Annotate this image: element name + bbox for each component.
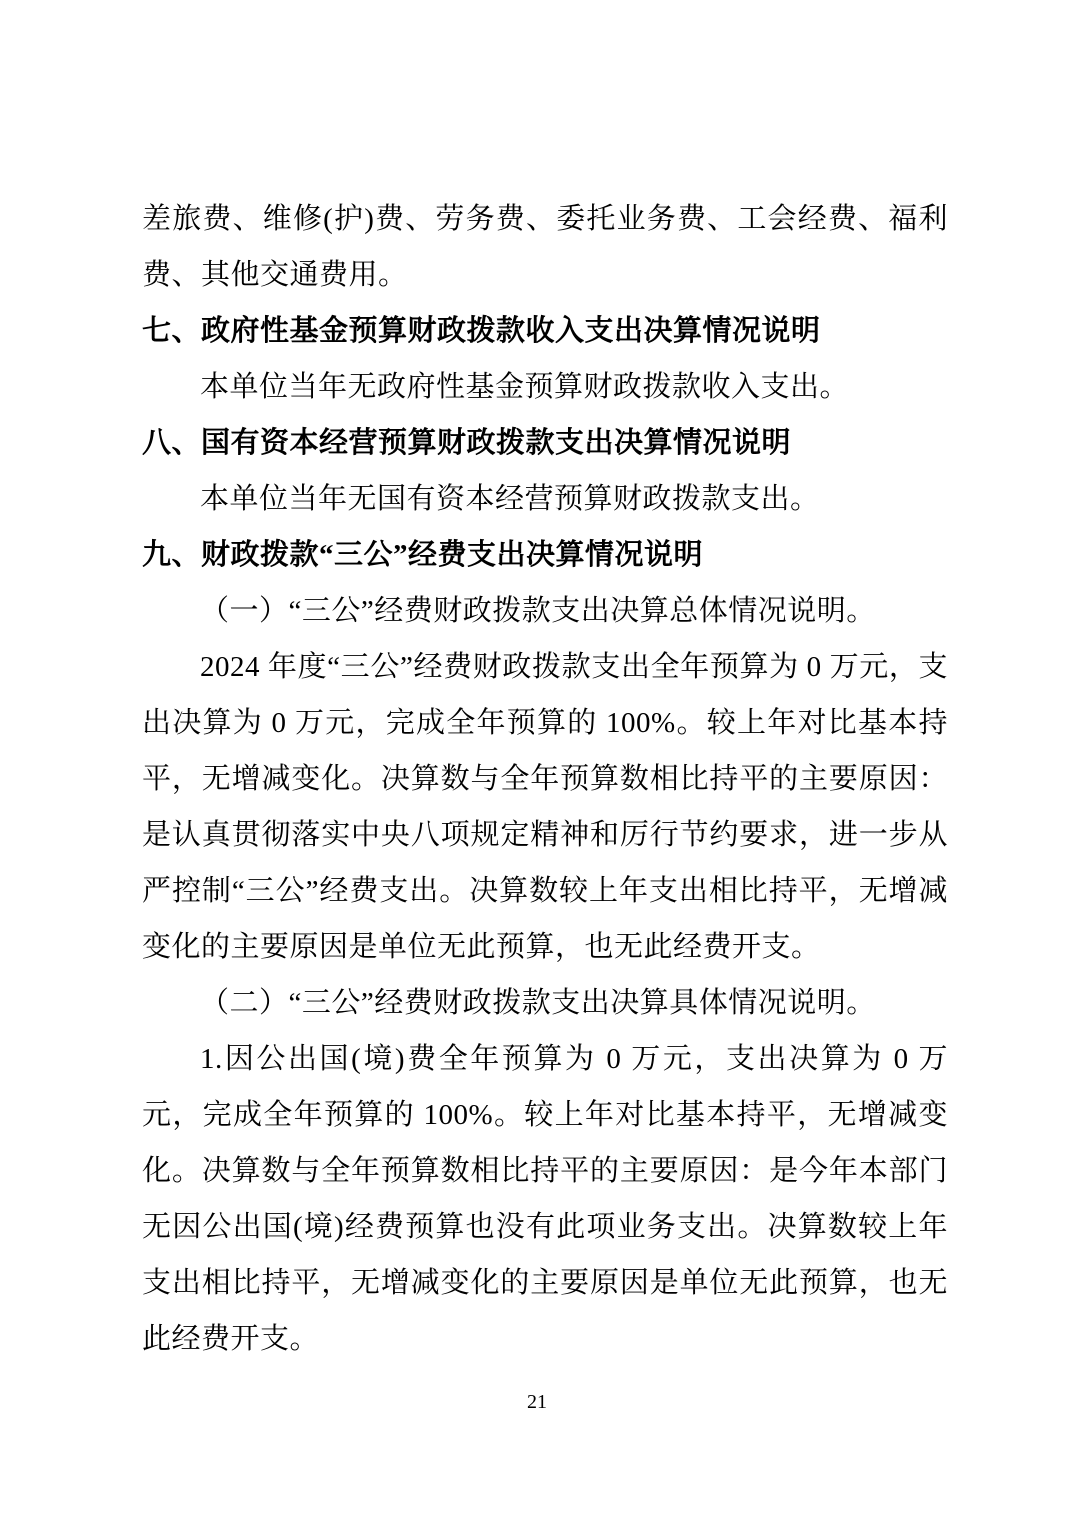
section-heading-seven-government-fund-budget: 七、政府性基金预算财政拨款收入支出决算情况说明 bbox=[142, 315, 821, 347]
section-heading-nine-three-public-expenses: 九、财政拨款“三公”经费支出决算情况说明 bbox=[142, 539, 704, 571]
document-body bbox=[142, 191, 948, 1367]
paragraph-subsection-one-title: （一）“三公”经费财政拨款支出决算总体情况说明。 bbox=[200, 595, 876, 627]
paragraph-government-fund-statement: 本单位当年无政府性基金预算财政拨款收入支出。 bbox=[200, 371, 850, 403]
paragraph-subsection-two-title: （二）“三公”经费财政拨款支出决算具体情况说明。 bbox=[200, 987, 876, 1019]
paragraph-state-capital-statement: 本单位当年无国有资本经营预算财政拨款支出。 bbox=[200, 483, 820, 515]
section-heading-eight-state-capital-budget: 八、国有资本经营预算财政拨款支出决算情况说明 bbox=[142, 427, 792, 459]
page-number: 21 bbox=[527, 1391, 547, 1413]
paragraph-expense-list-continuation: 差旅费、维修(护)费、劳务费、委托业务费、工会经费、福利费、其他交通费用。 bbox=[142, 203, 948, 291]
paragraph-overall-situation-2024: 2024 年度“三公”经费财政拨款支出全年预算为 0 万元，支出决算为 0 万元，完成全年预算的 100%。较上年对比基本持平，无增减变化。决算数与全年预算数相比持平的主要原因：是认真贯彻落实中央八项规定精神和厉行节约要求，进一步从严控制“三公”经费支出。决算数较上年支出相比持平，无增减变化的主要原因是单位无此预算，也无此经费开支。 bbox=[142, 651, 948, 963]
paragraph-overseas-travel-expense-detail: 1.因公出国(境)费全年预算为 0 万元，支出决算为 0 万元，完成全年预算的 100%。较上年对比基本持平，无增减变化。决算数与全年预算数相比持平的主要原因：是今年本部门无因公出国(境)经费预算也没有此项业务支出。决算数较上年支出相比持平，无增减变化的主要原因是单位无此预算，也无此经费开支。 bbox=[142, 1043, 948, 1355]
